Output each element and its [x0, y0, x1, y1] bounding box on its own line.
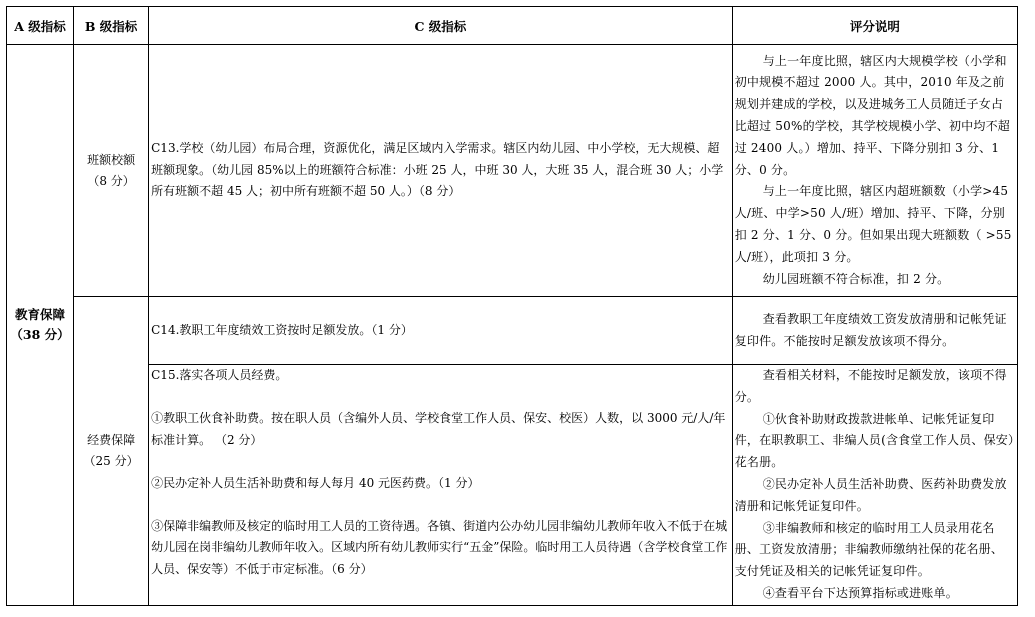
scoring-paragraph: ①伙食补助财政拨款进帐单、记帐凭证复印件，在职教职工、非编人员(含食堂工作人员、保安）花名册。 — [734, 411, 1015, 470]
b-indicator-cell — [74, 45, 149, 297]
c-indicator-text: ②民办定补人员生活补助费和每人每月 40 元医药费。（1 分） — [151, 475, 480, 490]
c-indicator-cell — [149, 297, 733, 365]
scoring-paragraph: ④查看平台下达预算指标或进账单。 — [762, 585, 958, 600]
scoring-paragraph: 与上一年度比照，辖区内大规模学校（小学和初中规模不超过 2000 人。其中，2010 年及之前规划并建成的学校，以及进城务工人员随迁子女占比超过 50%的学校，其学校规模小学、初中均不超过 2400 人。）增加、持平、下降分别扣 3 分、1 分、0 分。 — [734, 53, 1010, 177]
b-indicator-cell — [74, 297, 149, 606]
header-a-indicator: A 级指标 — [7, 7, 74, 45]
a-indicator-cell — [7, 45, 74, 606]
b-indicator-name: 班额校额 — [87, 152, 136, 167]
c-indicator-text: C15.落实各项人员经费。 — [151, 368, 288, 382]
scoring-paragraph: ③非编教师和核定的临时用工人员录用花名册、工资发放清册；非编教师缴纳社保的花名册、支付凭证及相关的记帐凭证复印件。 — [734, 520, 1004, 579]
evaluation-table — [6, 6, 1018, 606]
c-indicator-text: C14.教职工年度绩效工资按时足额发放。（1 分） — [151, 322, 413, 337]
header-row — [7, 7, 1018, 45]
scoring-paragraph: 幼儿园班额不符合标准，扣 2 分。 — [762, 271, 950, 286]
b-indicator-name: 经费保障 — [87, 433, 136, 447]
header-b-indicator: B 级指标 — [74, 7, 149, 45]
b-indicator-points: （25 分） — [83, 454, 139, 468]
scoring-cell — [732, 45, 1017, 297]
c-indicator-cell — [149, 45, 733, 297]
scoring-paragraph: 查看教职工年度绩效工资发放清册和记帐凭证复印件。不能按时足额发放该项不得分。 — [734, 311, 1007, 348]
c-indicator-text: ①教职工伙食补助费。按在职人员（含编外人员、学校食堂工作人员、保安、校医）人数，以 3000 元/人/年标准计算。 （2 分） — [151, 411, 726, 447]
header-scoring: 评分说明 — [732, 7, 1017, 45]
table-row — [7, 45, 1018, 297]
c-indicator-text: C13.学校（幼儿园）布局合理，资源优化，满足区域内入学需求。辖区内幼儿园、中小学校，无大规模、超班额现象。（幼儿园 85%以上的班额符合标准：小班 25 人，中班 30 人，大班 35 人，混合班 30 人；小学所有班额不超 45 人；初中所有班额不超 50 人。）（8 分） — [151, 141, 724, 199]
scoring-cell — [732, 297, 1017, 365]
header-c-indicator: C 级指标 — [149, 7, 733, 45]
c-indicator-text: ③保障非编教师及核定的临时用工人员的工资待遇。各镇、街道内公办幼儿园非编幼儿教师年收入不低于在城幼儿园在岗非编幼儿教师年收入。区域内所有幼儿教师实行“五金”保险。临时用工人员待遇（含学校食堂工作人员、保安等）不低于市定标准。（6 分） — [151, 518, 728, 576]
scoring-cell — [732, 365, 1017, 606]
scoring-paragraph: 与上一年度比照，辖区内超班额数（小学>45 人/班、中学>50 人/班）增加、持平、下降，分别扣 2 分、1 分、0 分。但如果出现大班额数（ >55 人/班），此项扣 3 分。 — [734, 184, 1012, 264]
c-indicator-cell — [149, 365, 733, 606]
a-indicator-points: （38 分） — [10, 327, 70, 342]
scoring-paragraph: 查看相关材料，不能按时足额发放，该项不得分。 — [734, 368, 1007, 404]
scoring-paragraph: ②民办定补人员生活补助费、医药补助费发放清册和记帐凭证复印件。 — [734, 476, 1007, 513]
table-row — [7, 297, 1018, 365]
a-indicator-name: 教育保障 — [15, 307, 66, 322]
b-indicator-points: （8 分） — [87, 173, 135, 188]
table-row — [7, 365, 1018, 606]
